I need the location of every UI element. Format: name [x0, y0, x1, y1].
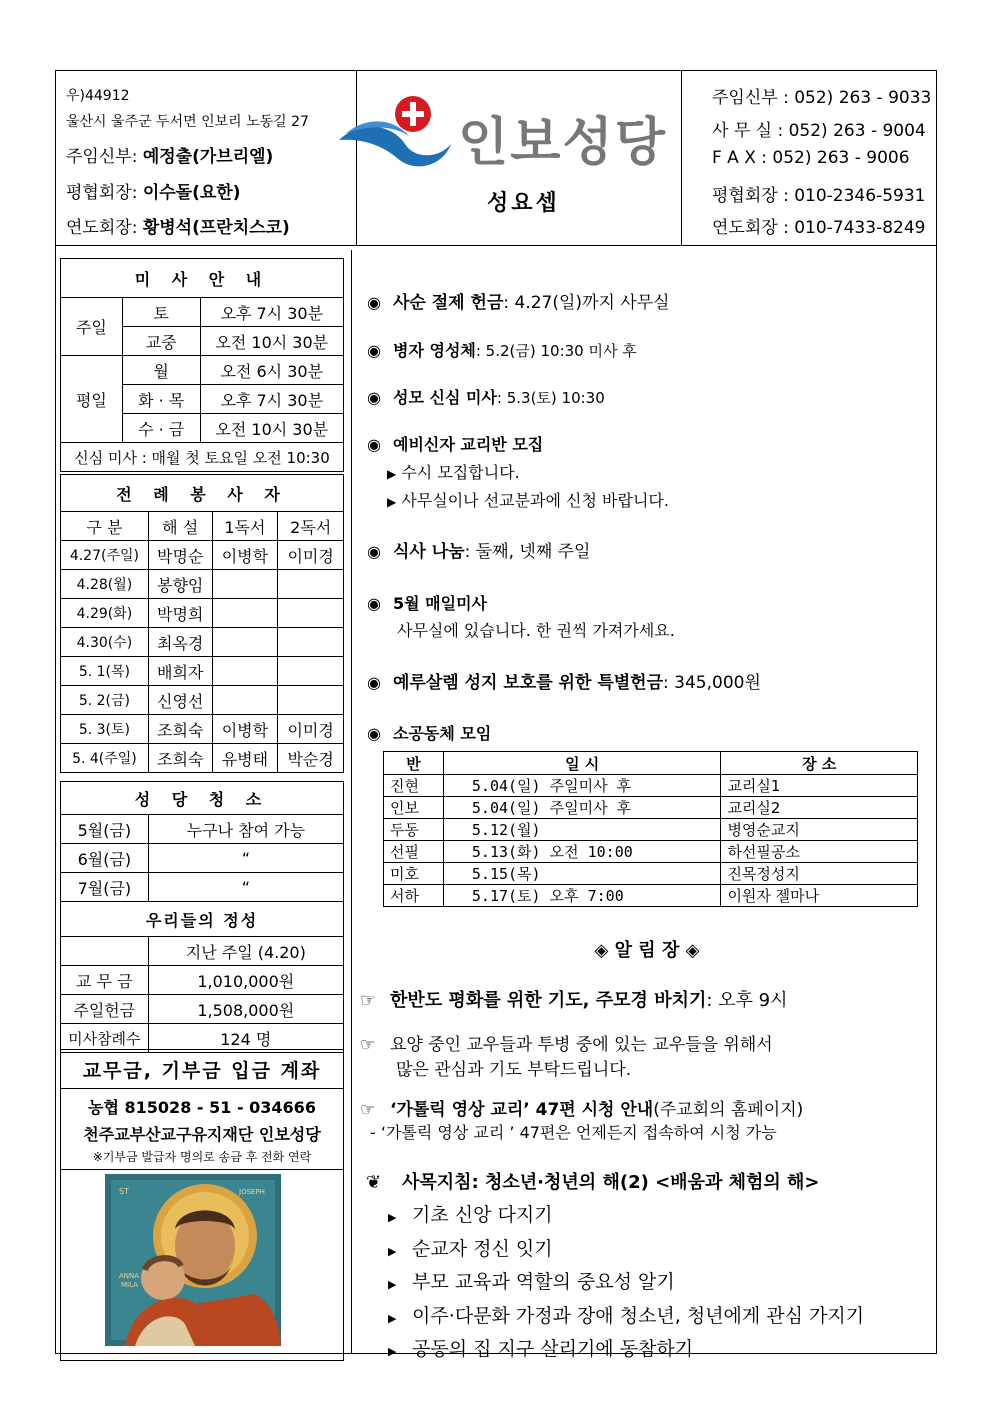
cleaning-month: 5월(금)	[61, 815, 149, 844]
decorative-flourish-icon: ❦	[366, 1172, 382, 1193]
server-name: 배희자	[148, 657, 212, 686]
prayer-label: 연도회장:	[66, 218, 143, 238]
mass-day: 수 · 금	[122, 414, 200, 443]
offering-value: 1,010,000원	[148, 966, 343, 995]
account-box	[61, 1089, 344, 1170]
pointing-hand-icon: ☞	[360, 1100, 376, 1120]
table-row	[61, 686, 344, 715]
notice-item	[367, 338, 637, 361]
pointing-hand-icon: ☞	[360, 990, 377, 1011]
bullet-icon: ◉	[367, 435, 381, 454]
pastoral-title: 사목지침: 청소년·청년의 해(2) <배움과 체험의 해>	[402, 1172, 820, 1193]
board-item-text: (주교회의 홈페이지)	[653, 1100, 804, 1120]
contact-prayer: 연도회장 : 010-7433-8249	[712, 218, 926, 238]
server-name	[212, 657, 278, 686]
cleaning-note: “	[148, 844, 343, 873]
offering-blank	[61, 937, 149, 966]
account-title: 교무금, 기부금 입금 계좌	[61, 1050, 344, 1089]
st-joseph-icon-image	[105, 1174, 281, 1346]
group-name: 진현	[384, 775, 444, 797]
triangle-icon: ▶	[388, 1311, 397, 1325]
table-row	[61, 570, 344, 599]
offering-table	[60, 901, 344, 1053]
offering-label: 미사참례수	[61, 1024, 149, 1053]
server-name: 이병학	[212, 715, 278, 744]
bullet-icon: ◉	[367, 724, 381, 743]
list-item	[388, 1301, 864, 1335]
notice-title: 예루살렘 성지 보호를 위한 특별헌금	[393, 673, 664, 693]
server-name	[278, 628, 344, 657]
jerusalem-notice	[367, 668, 761, 693]
board-item-text: 요양 중인 교우들과 투병 중에 있는 교우들을 위해서	[390, 1035, 773, 1055]
group-header: 일 시	[443, 752, 721, 775]
table-row	[384, 885, 918, 907]
servers-header: 1독서	[212, 512, 278, 541]
table-row	[61, 995, 344, 1024]
notice-title: 예비신자 교리반 모집	[393, 435, 544, 454]
table-row	[61, 541, 344, 570]
servers-header: 구 분	[61, 512, 149, 541]
notice-title: 병자 영성체	[393, 341, 476, 360]
servers-header: 2독서	[278, 512, 344, 541]
server-name: 조희숙	[148, 744, 212, 773]
servers-table	[60, 474, 344, 773]
server-name	[278, 657, 344, 686]
list-item-text: 순교자 정신 잇기	[412, 1237, 553, 1260]
group-header: 장 소	[721, 752, 918, 775]
mass-day: 교중	[122, 327, 200, 356]
group-place: 병영순교지	[721, 819, 918, 841]
notice-text: 사무실에 있습니다. 한 권씩 가져가세요.	[397, 621, 675, 640]
mass-day: 월	[122, 356, 200, 385]
server-name: 박명순	[148, 541, 212, 570]
server-name	[212, 686, 278, 715]
server-date: 5. 2(금)	[61, 686, 149, 715]
notice-item	[367, 385, 605, 408]
table-row	[61, 744, 344, 773]
triangle-icon: ▶	[388, 1244, 397, 1258]
board-item-title: ‘가톨릭 영상 교리’ 47편 시청 안내	[390, 1100, 654, 1120]
header-divider-right	[681, 70, 682, 245]
board-item-text: : 오후 9시	[706, 990, 788, 1011]
bullet-icon: ◉	[367, 341, 381, 360]
server-name	[278, 686, 344, 715]
pointing-hand-icon: ☞	[360, 1035, 376, 1055]
group-name: 미호	[384, 863, 444, 885]
offering-title: 우리들의 정성	[61, 902, 344, 937]
list-item: 수시 모집합니다.	[401, 463, 520, 482]
server-name: 봉향임	[148, 570, 212, 599]
server-name	[278, 599, 344, 628]
notice-text: : 345,000원	[663, 673, 761, 693]
prayer-line	[66, 213, 290, 238]
mass-table	[60, 258, 344, 472]
cleaning-note: 누구나 참여 가능	[148, 815, 343, 844]
cleaning-month: 7월(금)	[61, 873, 149, 902]
table-row	[384, 775, 918, 797]
board-item	[360, 986, 788, 1012]
small-community-notice	[367, 721, 491, 744]
bullet-icon: ◉	[367, 542, 381, 561]
notice-title: 식사 나눔	[393, 542, 465, 562]
server-name	[212, 599, 278, 628]
group-name: 두동	[384, 819, 444, 841]
church-logo-icon	[335, 92, 455, 172]
cleaning-title: 성 당 청 소	[61, 782, 344, 815]
list-item-text: 이주·다문화 가정과 장애 청소년, 청년에게 관심 가지기	[412, 1304, 865, 1327]
council-name: 이수돌(요한)	[142, 183, 241, 203]
board-item-title: 한반도 평화를 위한 기도, 주모경 바치기	[390, 990, 707, 1011]
mass-time: 오후 7시 30분	[200, 385, 343, 414]
notice-title: 성모 신심 미사	[393, 388, 497, 407]
mass-time: 오전 10시 30분	[200, 414, 343, 443]
notice-text: : 4.27(일)까지 사무실	[503, 293, 670, 313]
pastor-name: 예정출(가브리엘)	[142, 147, 274, 167]
contact-pastor: 주임신부 : 052) 263 - 9033	[712, 88, 932, 108]
group-header: 반	[384, 752, 444, 775]
server-date: 4.29(화)	[61, 599, 149, 628]
list-item: 사무실이나 선교분과에 신청 바랍니다.	[401, 491, 669, 510]
server-date: 4.27(주일)	[61, 541, 149, 570]
table-row	[384, 841, 918, 863]
list-item	[388, 1334, 864, 1368]
group-name: 선필	[384, 841, 444, 863]
server-name: 유병태	[212, 744, 278, 773]
daily-mass-notice	[367, 591, 675, 641]
cleaning-note: “	[148, 873, 343, 902]
contact-council: 평협회장 : 010-2346-5931	[712, 186, 926, 206]
server-name: 박명희	[148, 599, 212, 628]
mass-day: 화 · 목	[122, 385, 200, 414]
servers-title: 전 례 봉 사 자	[61, 475, 344, 512]
mass-time: 오후 7시 30분	[200, 298, 343, 327]
table-row	[61, 628, 344, 657]
table-row	[384, 863, 918, 885]
account-note: ※기부금 발급자 명의로 송금 후 전화 연락	[92, 1150, 312, 1164]
server-name: 이미경	[278, 715, 344, 744]
arrow-icon: ▶	[387, 467, 397, 481]
triangle-icon: ▶	[388, 1278, 397, 1291]
server-name: 조희숙	[148, 715, 212, 744]
header-divider	[55, 245, 937, 246]
triangle-icon: ▶	[388, 1345, 397, 1358]
notice-title: 5월 매일미사	[393, 594, 487, 613]
arrow-icon: ▶	[387, 495, 397, 509]
group-time: 5.04(일) 주일미사 후	[443, 775, 721, 797]
group-place: 이원자 젤마나	[721, 885, 918, 907]
postcode: 우)44912	[66, 88, 130, 104]
icon-text-joseph: JOSEPH	[239, 1188, 265, 1196]
list-item	[388, 1234, 864, 1268]
bullet-icon: ◉	[367, 293, 381, 312]
devotion-mass-note: 신심 미사 : 매월 첫 토요일 오전 10:30	[61, 443, 344, 472]
group-place: 교리실2	[721, 797, 918, 819]
notice-item	[367, 288, 670, 313]
server-date: 5. 3(토)	[61, 715, 149, 744]
contact-fax: F A X : 052) 263 - 9006	[712, 148, 910, 168]
council-label: 평협회장:	[66, 183, 143, 203]
list-item-text: 부모 교육과 역할의 중요성 알기	[412, 1271, 675, 1293]
notice-title: 사순 절제 헌금	[393, 293, 504, 313]
contact-office: 사 무 실 : 052) 263 - 9004	[712, 121, 926, 141]
cleaning-month: 6월(금)	[61, 844, 149, 873]
bullet-icon: ◉	[367, 388, 381, 407]
offering-value: 1,508,000원	[148, 995, 343, 1024]
server-date: 5. 4(주일)	[61, 744, 149, 773]
small-community-table	[383, 751, 918, 907]
address: 울산시 울주군 두서면 인보리 노동길 27	[66, 114, 309, 130]
pastoral-guideline	[366, 1168, 820, 1194]
server-name: 이미경	[278, 541, 344, 570]
board-title: ◈ 알 림 장 ◈	[594, 940, 700, 961]
bullet-icon: ◉	[367, 673, 381, 692]
pastor-line	[66, 142, 273, 167]
notice-text: : 둘째, 넷째 주일	[464, 542, 591, 562]
mass-day: 토	[122, 298, 200, 327]
cleaning-table	[60, 781, 344, 902]
mass-title: 미 사 안 내	[61, 259, 344, 298]
server-date: 5. 1(목)	[61, 657, 149, 686]
server-name	[212, 570, 278, 599]
bulletin-title: 성요셉	[487, 191, 560, 216]
list-item-text: 공동의 집 지구 살리기에 동참하기	[412, 1338, 694, 1360]
bullet-icon: ◉	[367, 594, 381, 613]
account-holder: 천주교부산교구유지재단 인보성당	[83, 1125, 321, 1144]
offering-value: 124 명	[148, 1024, 343, 1053]
prayer-name: 황병석(프란치스코)	[142, 218, 290, 238]
table-row	[61, 599, 344, 628]
offering-label: 교 무 금	[61, 966, 149, 995]
notice-title: 소공동체 모임	[393, 724, 492, 743]
table-row	[61, 815, 344, 844]
list-item	[388, 1200, 864, 1234]
board-item	[360, 1095, 803, 1143]
column-divider	[351, 250, 352, 1354]
notice-text: : 5.3(토) 10:30	[496, 389, 605, 407]
server-name	[212, 628, 278, 657]
server-name: 이병학	[212, 541, 278, 570]
sunday-label: 주일	[61, 298, 123, 356]
list-item	[388, 1267, 864, 1301]
icon-text-mila: MILA	[121, 1281, 138, 1289]
group-time: 5.12(월)	[443, 819, 721, 841]
table-row	[61, 657, 344, 686]
server-date: 4.28(월)	[61, 570, 149, 599]
table-row	[384, 819, 918, 841]
group-time: 5.15(목)	[443, 863, 721, 885]
board-item	[360, 1030, 773, 1080]
pastoral-list	[388, 1200, 864, 1368]
account-number: 농협 815028 - 51 - 034666	[88, 1098, 316, 1117]
group-place: 하선필공소	[721, 841, 918, 863]
offering-label: 주일헌금	[61, 995, 149, 1024]
catechumen-notice	[367, 432, 669, 511]
server-name	[278, 570, 344, 599]
church-name: 인보성당	[458, 113, 667, 173]
table-row	[61, 966, 344, 995]
table-row	[61, 844, 344, 873]
server-date: 4.30(수)	[61, 628, 149, 657]
group-time: 5.17(토) 오후 7:00	[443, 885, 721, 907]
triangle-icon: ▶	[388, 1211, 397, 1224]
group-place: 진목정성지	[721, 863, 918, 885]
server-name: 최옥경	[148, 628, 212, 657]
board-item-text: 많은 관심과 기도 부탁드립니다.	[396, 1060, 632, 1080]
mass-time: 오전 10시 30분	[200, 327, 343, 356]
meal-notice	[367, 537, 590, 562]
table-row	[61, 715, 344, 744]
servers-header: 해 설	[148, 512, 212, 541]
group-place: 교리실1	[721, 775, 918, 797]
list-item-text: 기초 신앙 다지기	[412, 1204, 553, 1226]
offering-subheader: 지난 주일 (4.20)	[148, 937, 343, 966]
mass-time: 오전 6시 30분	[200, 356, 343, 385]
board-item-text: - ‘가톨릭 영상 교리 ’ 47편은 언제든지 접속하여 시청 가능	[370, 1123, 777, 1142]
notice-text: : 5.2(금) 10:30 미사 후	[475, 342, 637, 360]
table-row	[61, 873, 344, 902]
weekday-label: 평일	[61, 356, 123, 443]
pastor-label: 주임신부:	[66, 147, 143, 167]
icon-text-st: ST	[119, 1187, 129, 1196]
icon-text-anna: ANNA	[119, 1272, 140, 1280]
table-row	[384, 797, 918, 819]
council-line	[66, 178, 240, 203]
server-name: 박순경	[278, 744, 344, 773]
group-name: 서하	[384, 885, 444, 907]
group-time: 5.13(화) 오전 10:00	[443, 841, 721, 863]
group-name: 인보	[384, 797, 444, 819]
server-name: 신영선	[148, 686, 212, 715]
group-time: 5.04(일) 주일미사 후	[443, 797, 721, 819]
